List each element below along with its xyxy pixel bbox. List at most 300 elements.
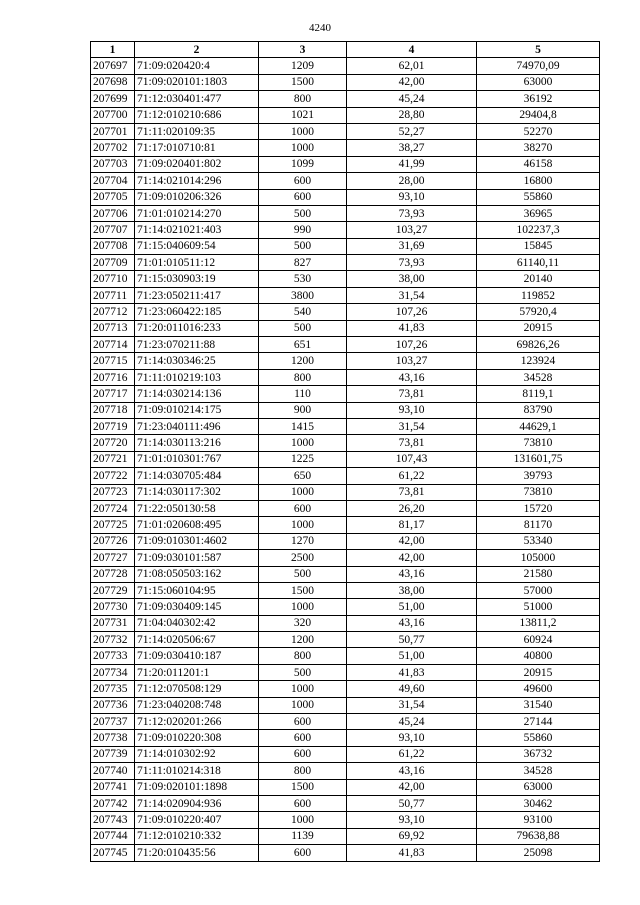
value-cell: 15720 <box>477 500 600 516</box>
table-row <box>91 222 600 238</box>
cadastral-number-cell: 71:23:070211:88 <box>135 337 259 353</box>
row-number-cell: 207714 <box>91 337 135 353</box>
value-cell: 15845 <box>477 238 600 254</box>
cadastral-number-cell: 71:14:030705:484 <box>135 468 259 484</box>
cadastral-number-cell: 71:12:070508:129 <box>135 681 259 697</box>
cadastral-number-cell: 71:09:010214:175 <box>135 402 259 418</box>
rate-cell: 107,43 <box>347 451 477 467</box>
row-number-cell: 207722 <box>91 468 135 484</box>
area-cell: 827 <box>259 255 347 271</box>
value-cell: 63000 <box>477 779 600 795</box>
rate-cell: 93,10 <box>347 189 477 205</box>
row-number-cell: 207739 <box>91 746 135 762</box>
area-cell: 600 <box>259 500 347 516</box>
area-cell: 651 <box>259 337 347 353</box>
area-cell: 600 <box>259 189 347 205</box>
table-row <box>91 353 600 369</box>
value-cell: 105000 <box>477 550 600 566</box>
table-row <box>91 795 600 811</box>
area-cell: 1000 <box>259 140 347 156</box>
area-cell: 1000 <box>259 435 347 451</box>
row-number-cell: 207732 <box>91 632 135 648</box>
area-cell: 1270 <box>259 533 347 549</box>
table-row <box>91 386 600 402</box>
value-cell: 34528 <box>477 369 600 385</box>
cadastral-number-cell: 71:09:020420:4 <box>135 58 259 74</box>
rate-cell: 107,26 <box>347 304 477 320</box>
rate-cell: 45,24 <box>347 91 477 107</box>
cadastral-number-cell: 71:09:010220:407 <box>135 812 259 828</box>
value-cell: 83790 <box>477 402 600 418</box>
value-cell: 57000 <box>477 582 600 598</box>
value-cell: 21580 <box>477 566 600 582</box>
table-row <box>91 189 600 205</box>
value-cell: 74970,09 <box>477 58 600 74</box>
area-cell: 500 <box>259 205 347 221</box>
rate-cell: 43,16 <box>347 615 477 631</box>
table-row <box>91 74 600 90</box>
rate-cell: 42,00 <box>347 533 477 549</box>
cadastral-number-cell: 71:14:030346:25 <box>135 353 259 369</box>
value-cell: 49600 <box>477 681 600 697</box>
value-cell: 123924 <box>477 353 600 369</box>
area-cell: 1500 <box>259 779 347 795</box>
table-row <box>91 828 600 844</box>
row-number-cell: 207729 <box>91 582 135 598</box>
table-row <box>91 107 600 123</box>
column-header: 3 <box>259 42 347 58</box>
table-row <box>91 337 600 353</box>
row-number-cell: 207731 <box>91 615 135 631</box>
rate-cell: 38,27 <box>347 140 477 156</box>
area-cell: 2500 <box>259 550 347 566</box>
rate-cell: 62,01 <box>347 58 477 74</box>
value-cell: 93100 <box>477 812 600 828</box>
table-row <box>91 615 600 631</box>
row-number-cell: 207711 <box>91 287 135 303</box>
area-cell: 800 <box>259 91 347 107</box>
area-cell: 600 <box>259 845 347 861</box>
cadastral-number-cell: 71:09:020101:1898 <box>135 779 259 795</box>
rate-cell: 52,27 <box>347 123 477 139</box>
page-number: 4240 <box>309 22 331 34</box>
rate-cell: 38,00 <box>347 582 477 598</box>
area-cell: 500 <box>259 566 347 582</box>
rate-cell: 93,10 <box>347 812 477 828</box>
area-cell: 650 <box>259 468 347 484</box>
rate-cell: 38,00 <box>347 271 477 287</box>
value-cell: 61140,11 <box>477 255 600 271</box>
area-cell: 600 <box>259 795 347 811</box>
rate-cell: 43,16 <box>347 369 477 385</box>
area-cell: 600 <box>259 746 347 762</box>
value-cell: 102237,3 <box>477 222 600 238</box>
rate-cell: 42,00 <box>347 779 477 795</box>
row-number-cell: 207700 <box>91 107 135 123</box>
cadastral-number-cell: 71:12:010210:686 <box>135 107 259 123</box>
table-row <box>91 500 600 516</box>
value-cell: 73810 <box>477 484 600 500</box>
value-cell: 55860 <box>477 189 600 205</box>
rate-cell: 41,83 <box>347 664 477 680</box>
rate-cell: 73,81 <box>347 435 477 451</box>
cadastral-number-cell: 71:15:040609:54 <box>135 238 259 254</box>
cadastral-number-cell: 71:01:020608:495 <box>135 517 259 533</box>
value-cell: 131601,75 <box>477 451 600 467</box>
row-number-cell: 207736 <box>91 697 135 713</box>
table-row <box>91 845 600 861</box>
cadastral-number-cell: 71:09:010220:308 <box>135 730 259 746</box>
table-row <box>91 779 600 795</box>
area-cell: 600 <box>259 173 347 189</box>
table-row <box>91 566 600 582</box>
table-row <box>91 369 600 385</box>
table-row <box>91 123 600 139</box>
rate-cell: 26,20 <box>347 500 477 516</box>
row-number-cell: 207743 <box>91 812 135 828</box>
rate-cell: 103,27 <box>347 222 477 238</box>
area-cell: 3800 <box>259 287 347 303</box>
cadastral-number-cell: 71:09:030410:187 <box>135 648 259 664</box>
cadastral-number-cell: 71:23:040111:496 <box>135 418 259 434</box>
cadastral-number-cell: 71:12:030401:477 <box>135 91 259 107</box>
area-cell: 1415 <box>259 418 347 434</box>
row-number-cell: 207717 <box>91 386 135 402</box>
cadastral-number-cell: 71:08:050503:162 <box>135 566 259 582</box>
row-number-cell: 207713 <box>91 320 135 336</box>
row-number-cell: 207709 <box>91 255 135 271</box>
column-header: 1 <box>91 42 135 58</box>
area-cell: 600 <box>259 714 347 730</box>
row-number-cell: 207707 <box>91 222 135 238</box>
column-header: 4 <box>347 42 477 58</box>
row-number-cell: 207720 <box>91 435 135 451</box>
area-cell: 1021 <box>259 107 347 123</box>
rate-cell: 93,10 <box>347 730 477 746</box>
cadastral-number-cell: 71:14:030214:136 <box>135 386 259 402</box>
row-number-cell: 207721 <box>91 451 135 467</box>
rate-cell: 50,77 <box>347 795 477 811</box>
rate-cell: 107,26 <box>347 337 477 353</box>
area-cell: 1000 <box>259 517 347 533</box>
cadastral-number-cell: 71:23:060422:185 <box>135 304 259 320</box>
row-number-cell: 207735 <box>91 681 135 697</box>
value-cell: 8119,1 <box>477 386 600 402</box>
value-cell: 69826,26 <box>477 337 600 353</box>
rate-cell: 73,81 <box>347 386 477 402</box>
row-number-cell: 207699 <box>91 91 135 107</box>
value-cell: 31540 <box>477 697 600 713</box>
area-cell: 530 <box>259 271 347 287</box>
row-number-cell: 207723 <box>91 484 135 500</box>
value-cell: 39793 <box>477 468 600 484</box>
table-row <box>91 418 600 434</box>
rate-cell: 41,83 <box>347 320 477 336</box>
table-row <box>91 648 600 664</box>
table-row <box>91 533 600 549</box>
row-number-cell: 207740 <box>91 763 135 779</box>
value-cell: 60924 <box>477 632 600 648</box>
area-cell: 1000 <box>259 697 347 713</box>
table-body <box>91 58 600 861</box>
area-cell: 900 <box>259 402 347 418</box>
area-cell: 1000 <box>259 123 347 139</box>
rate-cell: 45,24 <box>347 714 477 730</box>
cadastral-number-cell: 71:14:010302:92 <box>135 746 259 762</box>
rate-cell: 31,69 <box>347 238 477 254</box>
table-row <box>91 58 600 74</box>
table-row <box>91 582 600 598</box>
row-number-cell: 207744 <box>91 828 135 844</box>
row-number-cell: 207712 <box>91 304 135 320</box>
row-number-cell: 207701 <box>91 123 135 139</box>
area-cell: 1500 <box>259 582 347 598</box>
cadastral-number-cell: 71:09:010206:326 <box>135 189 259 205</box>
value-cell: 73810 <box>477 435 600 451</box>
area-cell: 1209 <box>259 58 347 74</box>
value-cell: 36965 <box>477 205 600 221</box>
data-table <box>90 41 600 862</box>
value-cell: 38270 <box>477 140 600 156</box>
rate-cell: 41,83 <box>347 845 477 861</box>
value-cell: 46158 <box>477 156 600 172</box>
rate-cell: 73,93 <box>347 255 477 271</box>
table-row <box>91 140 600 156</box>
cadastral-number-cell: 71:01:010214:270 <box>135 205 259 221</box>
value-cell: 13811,2 <box>477 615 600 631</box>
value-cell: 55860 <box>477 730 600 746</box>
rate-cell: 61,22 <box>347 468 477 484</box>
rate-cell: 43,16 <box>347 763 477 779</box>
table-row <box>91 271 600 287</box>
value-cell: 51000 <box>477 599 600 615</box>
cadastral-number-cell: 71:09:030409:145 <box>135 599 259 615</box>
area-cell: 1000 <box>259 484 347 500</box>
table-row <box>91 664 600 680</box>
table-row <box>91 517 600 533</box>
cadastral-number-cell: 71:15:060104:95 <box>135 582 259 598</box>
table-row <box>91 681 600 697</box>
cadastral-number-cell: 71:01:010301:767 <box>135 451 259 467</box>
value-cell: 27144 <box>477 714 600 730</box>
area-cell: 1500 <box>259 74 347 90</box>
rate-cell: 69,92 <box>347 828 477 844</box>
row-number-cell: 207719 <box>91 418 135 434</box>
table-row <box>91 632 600 648</box>
table-row <box>91 451 600 467</box>
cadastral-number-cell: 71:14:020506:67 <box>135 632 259 648</box>
cadastral-number-cell: 71:09:020101:1803 <box>135 74 259 90</box>
area-cell: 500 <box>259 664 347 680</box>
cadastral-number-cell: 71:11:020109:35 <box>135 123 259 139</box>
cadastral-number-cell: 71:14:020904:936 <box>135 795 259 811</box>
rate-cell: 28,00 <box>347 173 477 189</box>
rate-cell: 49,60 <box>347 681 477 697</box>
value-cell: 29404,8 <box>477 107 600 123</box>
rate-cell: 81,17 <box>347 517 477 533</box>
value-cell: 81170 <box>477 517 600 533</box>
cadastral-number-cell: 71:22:050130:58 <box>135 500 259 516</box>
cadastral-number-cell: 71:23:050211:417 <box>135 287 259 303</box>
table-row <box>91 205 600 221</box>
cadastral-number-cell: 71:14:021014:296 <box>135 173 259 189</box>
row-number-cell: 207741 <box>91 779 135 795</box>
table-row <box>91 287 600 303</box>
area-cell: 500 <box>259 238 347 254</box>
value-cell: 34528 <box>477 763 600 779</box>
value-cell: 44629,1 <box>477 418 600 434</box>
value-cell: 52270 <box>477 123 600 139</box>
table-row <box>91 484 600 500</box>
rate-cell: 51,00 <box>347 648 477 664</box>
rate-cell: 42,00 <box>347 74 477 90</box>
row-number-cell: 207724 <box>91 500 135 516</box>
cadastral-number-cell: 71:12:020201:266 <box>135 714 259 730</box>
cadastral-number-cell: 71:17:010710:81 <box>135 140 259 156</box>
table-row <box>91 238 600 254</box>
row-number-cell: 207702 <box>91 140 135 156</box>
table-row <box>91 599 600 615</box>
value-cell: 63000 <box>477 74 600 90</box>
row-number-cell: 207730 <box>91 599 135 615</box>
value-cell: 16800 <box>477 173 600 189</box>
table-row <box>91 697 600 713</box>
row-number-cell: 207708 <box>91 238 135 254</box>
row-number-cell: 207704 <box>91 173 135 189</box>
rate-cell: 50,77 <box>347 632 477 648</box>
rate-cell: 31,54 <box>347 287 477 303</box>
row-number-cell: 207745 <box>91 845 135 861</box>
cadastral-number-cell: 71:11:010219:103 <box>135 369 259 385</box>
value-cell: 57920,4 <box>477 304 600 320</box>
rate-cell: 42,00 <box>347 550 477 566</box>
column-header: 5 <box>477 42 600 58</box>
table-row <box>91 173 600 189</box>
row-number-cell: 207734 <box>91 664 135 680</box>
area-cell: 1000 <box>259 812 347 828</box>
row-number-cell: 207725 <box>91 517 135 533</box>
rate-cell: 31,54 <box>347 697 477 713</box>
value-cell: 20140 <box>477 271 600 287</box>
cadastral-number-cell: 71:09:020401:802 <box>135 156 259 172</box>
header-row <box>91 42 600 58</box>
table-row <box>91 156 600 172</box>
row-number-cell: 207706 <box>91 205 135 221</box>
rate-cell: 28,80 <box>347 107 477 123</box>
row-number-cell: 207737 <box>91 714 135 730</box>
cadastral-number-cell: 71:12:010210:332 <box>135 828 259 844</box>
row-number-cell: 207738 <box>91 730 135 746</box>
cadastral-number-cell: 71:20:011201:1 <box>135 664 259 680</box>
area-cell: 1139 <box>259 828 347 844</box>
table-row <box>91 435 600 451</box>
row-number-cell: 207698 <box>91 74 135 90</box>
row-number-cell: 207727 <box>91 550 135 566</box>
rate-cell: 73,93 <box>347 205 477 221</box>
value-cell: 36192 <box>477 91 600 107</box>
area-cell: 500 <box>259 320 347 336</box>
row-number-cell: 207733 <box>91 648 135 664</box>
area-cell: 540 <box>259 304 347 320</box>
area-cell: 1000 <box>259 599 347 615</box>
cadastral-number-cell: 71:14:030113:216 <box>135 435 259 451</box>
value-cell: 53340 <box>477 533 600 549</box>
table-row <box>91 255 600 271</box>
rate-cell: 51,00 <box>347 599 477 615</box>
rate-cell: 93,10 <box>347 402 477 418</box>
cadastral-number-cell: 71:20:010435:56 <box>135 845 259 861</box>
rate-cell: 43,16 <box>347 566 477 582</box>
value-cell: 79638,88 <box>477 828 600 844</box>
area-cell: 110 <box>259 386 347 402</box>
table-row <box>91 730 600 746</box>
area-cell: 1000 <box>259 681 347 697</box>
value-cell: 20915 <box>477 664 600 680</box>
row-number-cell: 207703 <box>91 156 135 172</box>
table-row <box>91 812 600 828</box>
table-row <box>91 550 600 566</box>
row-number-cell: 207742 <box>91 795 135 811</box>
value-cell: 119852 <box>477 287 600 303</box>
row-number-cell: 207697 <box>91 58 135 74</box>
row-number-cell: 207710 <box>91 271 135 287</box>
rate-cell: 41,99 <box>347 156 477 172</box>
area-cell: 800 <box>259 763 347 779</box>
row-number-cell: 207718 <box>91 402 135 418</box>
area-cell: 800 <box>259 648 347 664</box>
row-number-cell: 207728 <box>91 566 135 582</box>
table-row <box>91 763 600 779</box>
row-number-cell: 207715 <box>91 353 135 369</box>
rate-cell: 31,54 <box>347 418 477 434</box>
row-number-cell: 207716 <box>91 369 135 385</box>
value-cell: 36732 <box>477 746 600 762</box>
cadastral-number-cell: 71:04:040302:42 <box>135 615 259 631</box>
rate-cell: 61,22 <box>347 746 477 762</box>
cadastral-number-cell: 71:23:040208:748 <box>135 697 259 713</box>
table-row <box>91 468 600 484</box>
cadastral-number-cell: 71:09:030101:587 <box>135 550 259 566</box>
value-cell: 30462 <box>477 795 600 811</box>
cadastral-number-cell: 71:14:030117:302 <box>135 484 259 500</box>
value-cell: 20915 <box>477 320 600 336</box>
row-number-cell: 207726 <box>91 533 135 549</box>
table-row <box>91 714 600 730</box>
area-cell: 800 <box>259 369 347 385</box>
cadastral-number-cell: 71:09:010301:4602 <box>135 533 259 549</box>
value-cell: 40800 <box>477 648 600 664</box>
area-cell: 1200 <box>259 632 347 648</box>
table-row <box>91 402 600 418</box>
rate-cell: 73,81 <box>347 484 477 500</box>
area-cell: 1099 <box>259 156 347 172</box>
cadastral-number-cell: 71:01:010511:12 <box>135 255 259 271</box>
area-cell: 320 <box>259 615 347 631</box>
area-cell: 990 <box>259 222 347 238</box>
area-cell: 600 <box>259 730 347 746</box>
table-row <box>91 746 600 762</box>
cadastral-number-cell: 71:20:011016:233 <box>135 320 259 336</box>
column-header: 2 <box>135 42 259 58</box>
area-cell: 1225 <box>259 451 347 467</box>
table-row <box>91 91 600 107</box>
rate-cell: 103,27 <box>347 353 477 369</box>
cadastral-number-cell: 71:15:030903:19 <box>135 271 259 287</box>
table-row <box>91 320 600 336</box>
value-cell: 25098 <box>477 845 600 861</box>
cadastral-number-cell: 71:14:021021:403 <box>135 222 259 238</box>
row-number-cell: 207705 <box>91 189 135 205</box>
